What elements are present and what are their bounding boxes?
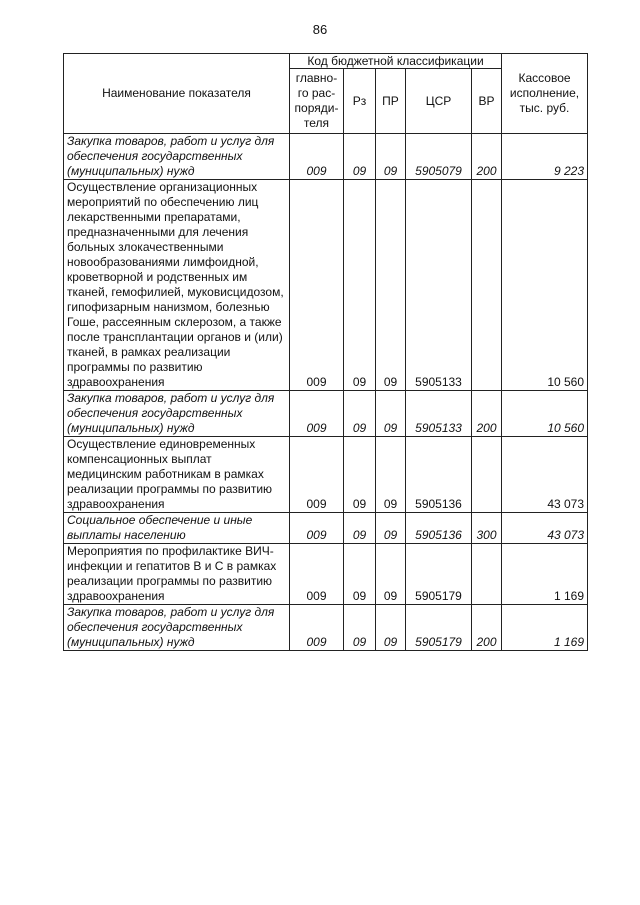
row-pr: 09 [376, 180, 406, 391]
header-rz: Рз [344, 69, 376, 134]
row-main-admin: 009 [290, 605, 344, 651]
header-amount: Кассовое исполнение, тыс. руб. [502, 54, 588, 134]
row-vr [472, 437, 502, 513]
page-number: 86 [312, 22, 328, 37]
row-vr: 200 [472, 391, 502, 437]
table-row [64, 180, 588, 391]
header-csr: ЦСР [406, 69, 472, 134]
row-rz: 09 [344, 605, 376, 651]
row-pr: 09 [376, 605, 406, 651]
row-vr: 300 [472, 513, 502, 544]
row-rz: 09 [344, 544, 376, 605]
row-amount: 9 223 [502, 134, 588, 180]
row-main-admin: 009 [290, 180, 344, 391]
row-main-admin: 009 [290, 437, 344, 513]
row-csr: 5905133 [406, 391, 472, 437]
table-row [64, 391, 588, 437]
row-rz: 09 [344, 134, 376, 180]
row-pr: 09 [376, 391, 406, 437]
row-name: Закупка товаров, работ и услуг для обеспечения государственных (муниципальных) нужд [64, 134, 290, 180]
row-rz: 09 [344, 513, 376, 544]
row-csr: 5905133 [406, 180, 472, 391]
row-amount: 10 560 [502, 391, 588, 437]
row-main-admin: 009 [290, 391, 344, 437]
row-vr: 200 [472, 134, 502, 180]
row-amount: 1 169 [502, 605, 588, 651]
table-row [64, 513, 588, 544]
row-amount: 43 073 [502, 513, 588, 544]
row-rz: 09 [344, 391, 376, 437]
row-main-admin: 009 [290, 544, 344, 605]
row-vr [472, 544, 502, 605]
row-vr: 200 [472, 605, 502, 651]
table-row [64, 437, 588, 513]
row-pr: 09 [376, 134, 406, 180]
header-vr: ВР [472, 69, 502, 134]
row-rz: 09 [344, 437, 376, 513]
row-amount: 1 169 [502, 544, 588, 605]
row-main-admin: 009 [290, 134, 344, 180]
row-rz: 09 [344, 180, 376, 391]
row-csr: 5905179 [406, 544, 472, 605]
row-csr: 5905079 [406, 134, 472, 180]
row-csr: 5905136 [406, 437, 472, 513]
table-row [64, 134, 588, 180]
row-name: Осуществление организационных мероприятий по обеспечению лиц лекарственными препаратами, предназначенными для лечения больных злокачественными новообразованиями лимфоидной, кроветворной и родственных им тканей, гемофилией, муковисцидозом, гипофизарным нанизмом, болезнью Гоше, рассеянным склерозом, а также после трансплантации органов и (или) тканей, в рамках реализации программы по развитию здравоохранения [64, 180, 290, 391]
header-pr: ПР [376, 69, 406, 134]
header-main-admin: главно-го рас-поряди-теля [290, 69, 344, 134]
row-name: Закупка товаров, работ и услуг для обеспечения государственных (муниципальных) нужд [64, 605, 290, 651]
header-name: Наименование показателя [64, 54, 290, 134]
row-name: Мероприятия по профилактике ВИЧ-инфекции и гепатитов В и С в рамках реализации программы по развитию здравоохранения [64, 544, 290, 605]
row-amount: 43 073 [502, 437, 588, 513]
row-main-admin: 009 [290, 513, 344, 544]
row-amount: 10 560 [502, 180, 588, 391]
row-csr: 5905136 [406, 513, 472, 544]
row-vr [472, 180, 502, 391]
row-name: Осуществление единовременных компенсационных выплат медицинским работникам в рамках реализации программы по развитию здравоохранения [64, 437, 290, 513]
header-budget-code: Код бюджетной классификации [290, 54, 502, 69]
table-body [64, 134, 588, 651]
row-pr: 09 [376, 544, 406, 605]
row-csr: 5905179 [406, 605, 472, 651]
row-pr: 09 [376, 437, 406, 513]
table-row [64, 544, 588, 605]
row-pr: 09 [376, 513, 406, 544]
budget-table [63, 53, 588, 651]
table-row [64, 605, 588, 651]
row-name: Закупка товаров, работ и услуг для обеспечения государственных (муниципальных) нужд [64, 391, 290, 437]
row-name: Социальное обеспечение и иные выплаты населению [64, 513, 290, 544]
